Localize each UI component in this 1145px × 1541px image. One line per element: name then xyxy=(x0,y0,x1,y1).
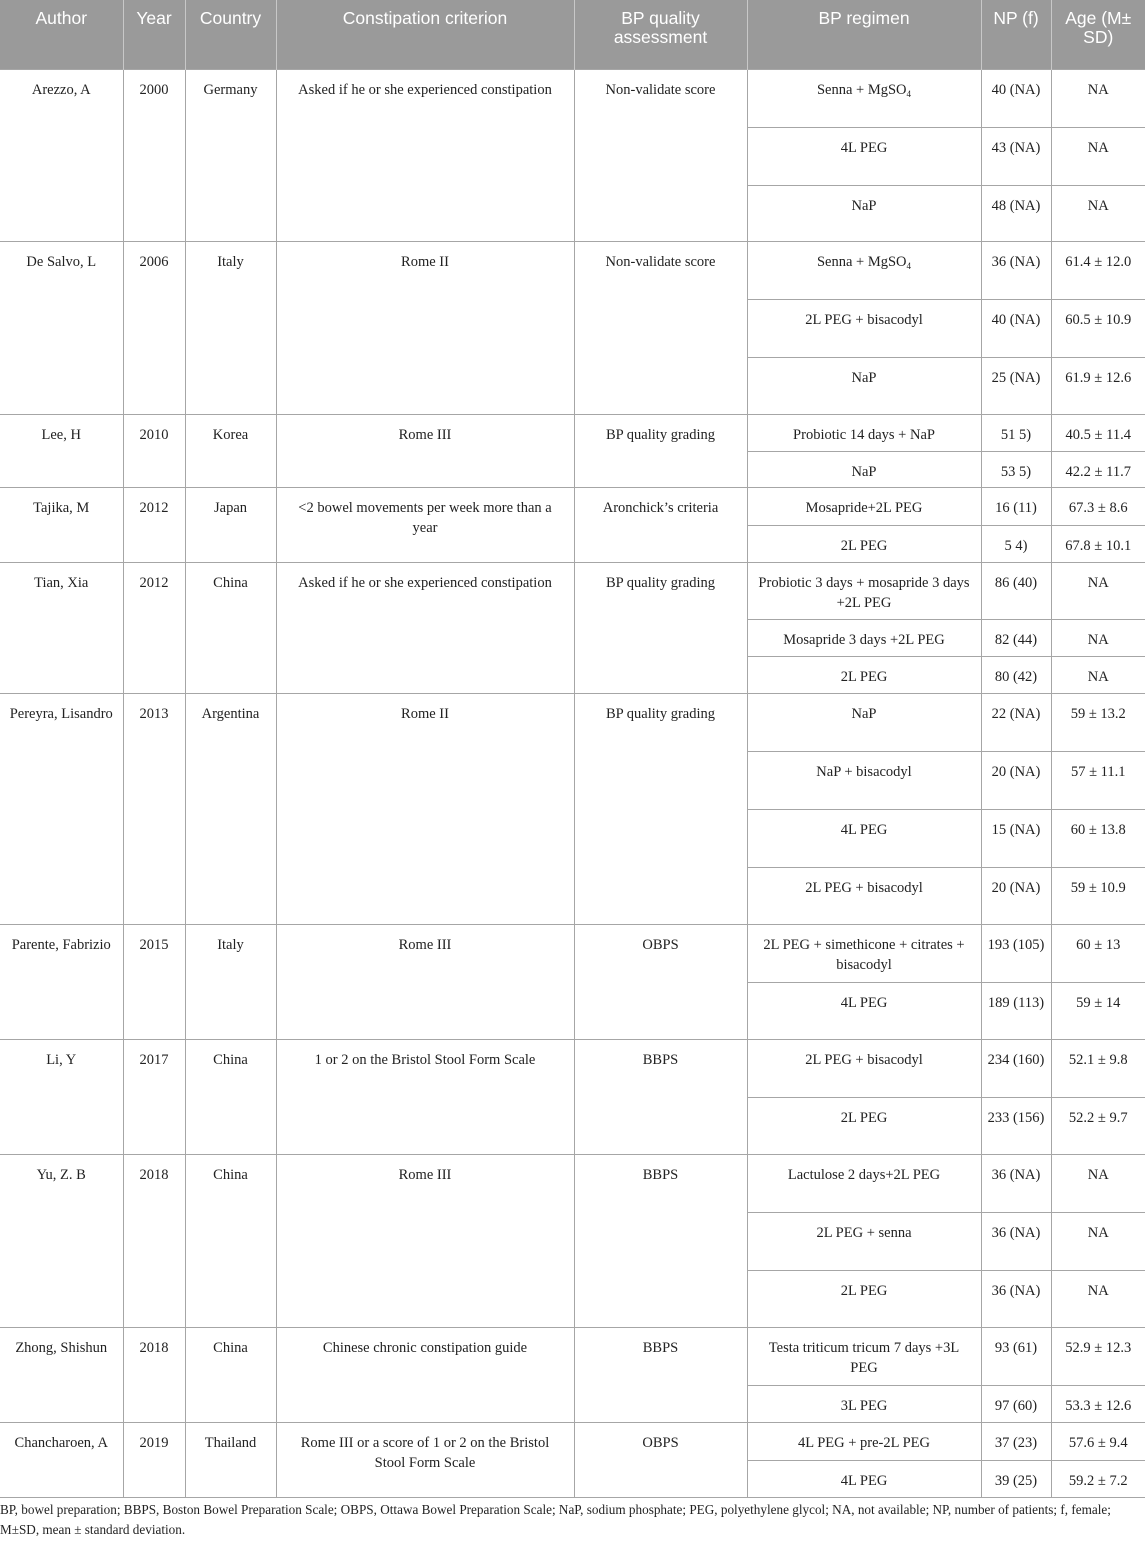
age-cell: NA xyxy=(1051,562,1145,619)
criterion-cell: Rome II xyxy=(276,241,574,414)
regimen-text: 2L PEG xyxy=(840,537,888,554)
np-cell: 193 (105) xyxy=(981,924,1051,982)
header-row xyxy=(0,0,1145,69)
np-cell: 39 (25) xyxy=(981,1460,1051,1497)
criterion-cell: Rome III xyxy=(276,1154,574,1327)
regimen-text: 2L PEG xyxy=(840,1109,888,1126)
np-cell: 93 (61) xyxy=(981,1327,1051,1385)
header-np: NP (f) xyxy=(981,0,1051,69)
author-cell: Parente, Fabrizio xyxy=(0,924,123,1039)
criterion-cell: Rome III xyxy=(276,924,574,1039)
table-row xyxy=(0,1327,1145,1385)
regimen-text: 4L PEG xyxy=(840,139,888,156)
author-cell: Arezzo, A xyxy=(0,69,123,241)
regimen-cell xyxy=(747,656,981,693)
regimen-cell xyxy=(747,1327,981,1385)
table-row xyxy=(0,69,1145,127)
np-cell: 5 4) xyxy=(981,525,1051,562)
table-row xyxy=(0,1154,1145,1212)
np-cell: 40 (NA) xyxy=(981,69,1051,127)
quality-cell: Aronchick’s criteria xyxy=(574,487,747,562)
table-row xyxy=(0,487,1145,525)
quality-cell: OBPS xyxy=(574,924,747,1039)
regimen-text: NaP xyxy=(851,197,877,214)
age-cell: 42.2 ± 11.7 xyxy=(1051,451,1145,487)
regimen-text: 2L PEG + bisacodyl xyxy=(805,1051,923,1068)
regimen-cell xyxy=(747,1460,981,1497)
regimen-text: Testa triticum tricum 7 days +3L PEG xyxy=(768,1339,960,1376)
regimen-cell xyxy=(747,1422,981,1460)
regimen-text: NaP xyxy=(851,705,877,722)
np-cell: 48 (NA) xyxy=(981,185,1051,241)
header-criterion: Constipation criterion xyxy=(276,0,574,69)
age-cell: 52.1 ± 9.8 xyxy=(1051,1039,1145,1097)
regimen-cell xyxy=(747,525,981,562)
regimen-cell xyxy=(747,69,981,127)
year-cell: 2017 xyxy=(123,1039,185,1154)
np-cell: 80 (42) xyxy=(981,656,1051,693)
np-cell: 233 (156) xyxy=(981,1097,1051,1154)
table-row xyxy=(0,1422,1145,1460)
year-cell: 2010 xyxy=(123,414,185,487)
quality-cell: BP quality grading xyxy=(574,562,747,693)
regimen-cell xyxy=(747,1385,981,1422)
regimen-subscript: 4 xyxy=(906,260,912,271)
year-cell: 2012 xyxy=(123,487,185,562)
age-cell: 53.3 ± 12.6 xyxy=(1051,1385,1145,1422)
criterion-cell: Chinese chronic constipation guide xyxy=(276,1327,574,1422)
regimen-cell xyxy=(747,1154,981,1212)
author-cell: Zhong, Shishun xyxy=(0,1327,123,1422)
table-footnote: BP, bowel preparation; BBPS, Boston Bowel Preparation Scale; OBPS, Ottawa Bowel Preparation Scale; NaP, sodium phosphate; PEG, polyethylene glycol; NA, not available; NP, number of patients; f, female; M±SD, mean ± standard deviation. xyxy=(0,1502,1111,1537)
age-cell: NA xyxy=(1051,619,1145,656)
np-cell: 36 (NA) xyxy=(981,1270,1051,1327)
regimen-cell xyxy=(747,1097,981,1154)
np-cell: 20 (NA) xyxy=(981,867,1051,924)
age-cell: 59 ± 14 xyxy=(1051,982,1145,1039)
year-cell: 2013 xyxy=(123,693,185,924)
quality-cell: BBPS xyxy=(574,1039,747,1154)
age-cell: 59 ± 13.2 xyxy=(1051,693,1145,751)
age-cell: 52.2 ± 9.7 xyxy=(1051,1097,1145,1154)
regimen-text: Lactulose 2 days+2L PEG xyxy=(787,1166,941,1183)
age-cell: 59 ± 10.9 xyxy=(1051,867,1145,924)
np-cell: 51 5) xyxy=(981,414,1051,451)
np-cell: 36 (NA) xyxy=(981,1154,1051,1212)
table-row xyxy=(0,1039,1145,1097)
regimen-text: 2L PEG + bisacodyl xyxy=(805,879,923,896)
table-row xyxy=(0,562,1145,619)
quality-cell: BP quality grading xyxy=(574,693,747,924)
quality-cell: BBPS xyxy=(574,1327,747,1422)
age-cell: 40.5 ± 11.4 xyxy=(1051,414,1145,451)
age-cell: NA xyxy=(1051,1154,1145,1212)
age-cell: 59.2 ± 7.2 xyxy=(1051,1460,1145,1497)
np-cell: 37 (23) xyxy=(981,1422,1051,1460)
regimen-text: Senna + MgSO xyxy=(816,81,907,98)
regimen-cell xyxy=(747,751,981,809)
country-cell: China xyxy=(185,1039,276,1154)
header-country: Country xyxy=(185,0,276,69)
regimen-cell xyxy=(747,809,981,867)
year-cell: 2019 xyxy=(123,1422,185,1497)
country-cell: Italy xyxy=(185,924,276,1039)
criterion-cell: <2 bowel movements per week more than a year xyxy=(276,487,574,562)
regimen-text: Mosapride 3 days +2L PEG xyxy=(783,631,945,648)
regimen-cell xyxy=(747,1212,981,1270)
quality-cell: BP quality grading xyxy=(574,414,747,487)
regimen-cell xyxy=(747,562,981,619)
criterion-cell: Rome III xyxy=(276,414,574,487)
country-cell: Italy xyxy=(185,241,276,414)
year-cell: 2015 xyxy=(123,924,185,1039)
regimen-text: 3L PEG xyxy=(840,1397,888,1414)
author-cell: Li, Y xyxy=(0,1039,123,1154)
regimen-cell xyxy=(747,693,981,751)
country-cell: Argentina xyxy=(185,693,276,924)
regimen-cell xyxy=(747,414,981,451)
age-cell: 67.3 ± 8.6 xyxy=(1051,487,1145,525)
regimen-text: 2L PEG xyxy=(840,668,888,685)
np-cell: 15 (NA) xyxy=(981,809,1051,867)
np-cell: 22 (NA) xyxy=(981,693,1051,751)
author-cell: Pereyra, Lisandro xyxy=(0,693,123,924)
regimen-text: 4L PEG xyxy=(840,994,888,1011)
age-cell: 52.9 ± 12.3 xyxy=(1051,1327,1145,1385)
age-cell: 60 ± 13.8 xyxy=(1051,809,1145,867)
author-cell: Tajika, M xyxy=(0,487,123,562)
regimen-text: Senna + MgSO xyxy=(816,253,907,270)
criterion-cell: Asked if he or she experienced constipation xyxy=(276,69,574,241)
age-cell: NA xyxy=(1051,656,1145,693)
criterion-cell: Rome III or a score of 1 or 2 on the Bristol Stool Form Scale xyxy=(276,1422,574,1497)
np-cell: 20 (NA) xyxy=(981,751,1051,809)
regimen-cell xyxy=(747,619,981,656)
year-cell: 2018 xyxy=(123,1154,185,1327)
np-cell: 234 (160) xyxy=(981,1039,1051,1097)
np-cell: 36 (NA) xyxy=(981,241,1051,299)
country-cell: Korea xyxy=(185,414,276,487)
age-cell: 67.8 ± 10.1 xyxy=(1051,525,1145,562)
regimen-text: 2L PEG + senna xyxy=(816,1224,912,1241)
regimen-text: 2L PEG + simethicone + citrates + bisacodyl xyxy=(763,936,965,973)
age-cell: 61.9 ± 12.6 xyxy=(1051,357,1145,414)
np-cell: 43 (NA) xyxy=(981,127,1051,185)
np-cell: 36 (NA) xyxy=(981,1212,1051,1270)
regimen-cell xyxy=(747,127,981,185)
header-quality: BP quality assessment xyxy=(574,0,747,69)
age-cell: NA xyxy=(1051,1212,1145,1270)
header-age: Age (M± SD) xyxy=(1051,0,1145,69)
table-row xyxy=(0,414,1145,451)
age-cell: 57 ± 11.1 xyxy=(1051,751,1145,809)
np-cell: 25 (NA) xyxy=(981,357,1051,414)
header-author: Author xyxy=(0,0,123,69)
author-cell: De Salvo, L xyxy=(0,241,123,414)
table-row xyxy=(0,693,1145,751)
regimen-cell xyxy=(747,924,981,982)
age-cell: 60.5 ± 10.9 xyxy=(1051,299,1145,357)
author-cell: Tian, Xia xyxy=(0,562,123,693)
year-cell: 2018 xyxy=(123,1327,185,1422)
regimen-text: Probiotic 3 days + mosapride 3 days +2L PEG xyxy=(758,574,970,611)
year-cell: 2006 xyxy=(123,241,185,414)
country-cell: China xyxy=(185,562,276,693)
table-body xyxy=(0,69,1145,1497)
regimen-cell xyxy=(747,241,981,299)
np-cell: 53 5) xyxy=(981,451,1051,487)
np-cell: 82 (44) xyxy=(981,619,1051,656)
regimen-subscript: 4 xyxy=(906,88,912,99)
regimen-text: NaP xyxy=(851,369,877,386)
table-row xyxy=(0,924,1145,982)
regimen-text: NaP + bisacodyl xyxy=(816,763,912,780)
year-cell: 2000 xyxy=(123,69,185,241)
header-regimen: BP regimen xyxy=(747,0,981,69)
np-cell: 97 (60) xyxy=(981,1385,1051,1422)
country-cell: Japan xyxy=(185,487,276,562)
np-cell: 86 (40) xyxy=(981,562,1051,619)
regimen-cell xyxy=(747,185,981,241)
age-cell: NA xyxy=(1051,127,1145,185)
criterion-cell: Asked if he or she experienced constipation xyxy=(276,562,574,693)
table-row xyxy=(0,241,1145,299)
author-cell: Chancharoen, A xyxy=(0,1422,123,1497)
np-cell: 16 (11) xyxy=(981,487,1051,525)
age-cell: 57.6 ± 9.4 xyxy=(1051,1422,1145,1460)
quality-cell: Non-validate score xyxy=(574,69,747,241)
regimen-text: Mosapride+2L PEG xyxy=(805,499,923,516)
regimen-cell xyxy=(747,487,981,525)
regimen-cell xyxy=(747,1270,981,1327)
regimen-text: NaP xyxy=(851,463,877,480)
criterion-cell: Rome II xyxy=(276,693,574,924)
regimen-cell xyxy=(747,1039,981,1097)
regimen-text: 4L PEG + pre-2L PEG xyxy=(798,1434,930,1451)
author-cell: Yu, Z. B xyxy=(0,1154,123,1327)
quality-cell: BBPS xyxy=(574,1154,747,1327)
np-cell: 40 (NA) xyxy=(981,299,1051,357)
regimen-cell xyxy=(747,867,981,924)
age-cell: 61.4 ± 12.0 xyxy=(1051,241,1145,299)
regimen-text: 2L PEG xyxy=(840,1282,888,1299)
regimen-cell xyxy=(747,982,981,1039)
regimen-cell xyxy=(747,299,981,357)
regimen-text: 4L PEG xyxy=(840,1472,888,1489)
header-year: Year xyxy=(123,0,185,69)
country-cell: Thailand xyxy=(185,1422,276,1497)
np-cell: 189 (113) xyxy=(981,982,1051,1039)
quality-cell: OBPS xyxy=(574,1422,747,1497)
age-cell: NA xyxy=(1051,69,1145,127)
age-cell: NA xyxy=(1051,185,1145,241)
author-cell: Lee, H xyxy=(0,414,123,487)
quality-cell: Non-validate score xyxy=(574,241,747,414)
regimen-cell xyxy=(747,451,981,487)
age-cell: 60 ± 13 xyxy=(1051,924,1145,982)
year-cell: 2012 xyxy=(123,562,185,693)
regimen-text: Probiotic 14 days + NaP xyxy=(793,426,935,443)
country-cell: China xyxy=(185,1154,276,1327)
regimen-text: 2L PEG + bisacodyl xyxy=(805,311,923,328)
regimen-cell xyxy=(747,357,981,414)
age-cell: NA xyxy=(1051,1270,1145,1327)
regimen-text: 4L PEG xyxy=(840,821,888,838)
country-cell: Germany xyxy=(185,69,276,241)
criterion-cell: 1 or 2 on the Bristol Stool Form Scale xyxy=(276,1039,574,1154)
country-cell: China xyxy=(185,1327,276,1422)
